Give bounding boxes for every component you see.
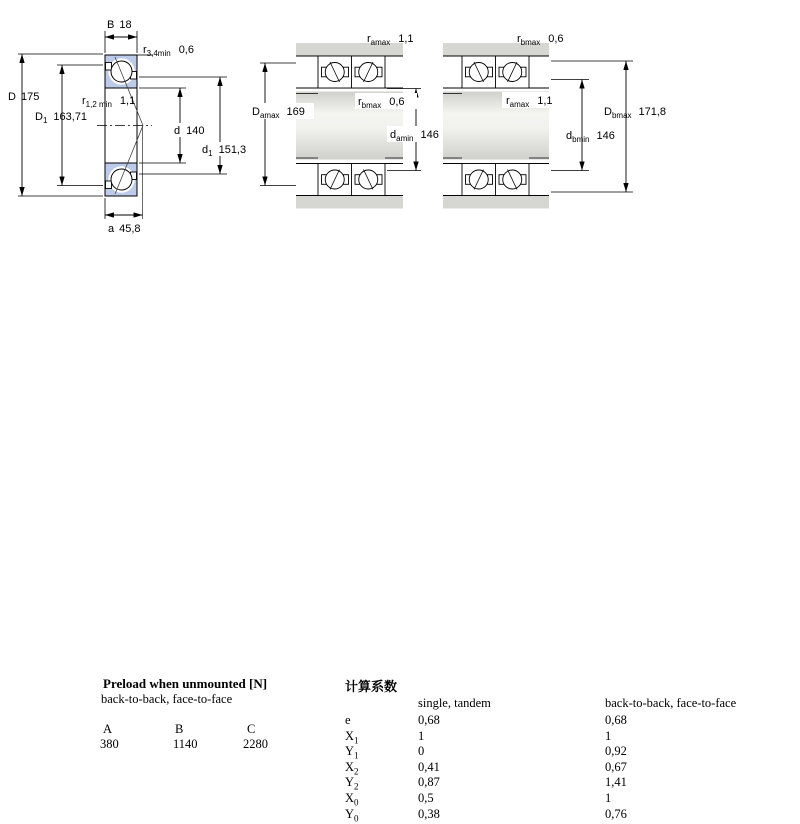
factor-value-single: 1: [418, 729, 425, 743]
label-B: B 18: [107, 19, 132, 31]
factor-symbol: $X_0$: [345, 791, 359, 808]
label-ramax-top: $r_{amax}$ 1,1: [367, 33, 414, 47]
label-damin: $d_{amin}$ 146: [390, 129, 439, 143]
factor-symbol: e: [345, 713, 351, 727]
factors-title: 计算系数: [345, 679, 398, 694]
factor-symbol: $Y_2$: [345, 775, 359, 792]
factor-value-single: 0,38: [418, 807, 440, 821]
factor-value-paired: 0,92: [605, 744, 627, 758]
factors-col1-header: single, tandem: [418, 696, 491, 710]
factor-value-paired: 1: [605, 791, 612, 805]
housing-bottom: [296, 196, 403, 209]
preload-col-C: C: [247, 722, 256, 736]
label-D1: $D_1$ 163,71: [35, 111, 88, 125]
preload-value-C: 2280: [243, 737, 268, 751]
ring-notch: [106, 63, 112, 71]
housing-bottom: [443, 196, 549, 209]
factor-value-paired: 0,76: [605, 807, 627, 821]
bearing-pair: [462, 56, 529, 88]
bearing-pair: [462, 164, 529, 196]
preload-col-B: B: [175, 722, 184, 736]
mounting-diagram-left: [249, 33, 445, 209]
label-r12min: $r_{1,2 min}$ 1,1: [82, 95, 136, 109]
label-a: a 45,8: [108, 223, 141, 235]
ball-bottom: [111, 169, 132, 190]
label-Dbmax: $D_{bmax}$ 171,8: [604, 106, 667, 120]
preload-title: Preload when unmounted [N]: [103, 676, 268, 691]
bearing-pair: [318, 164, 385, 196]
label-ramax-mid: $r_{amax}$ 1,1: [506, 95, 553, 109]
label-Damax: $D_{amax}$ 169: [252, 106, 305, 120]
factor-value-single: 0,87: [418, 775, 440, 789]
factor-symbol: $Y_0$: [345, 807, 359, 824]
label-rbmax-top: $r_{bmax}$ 0,6: [517, 33, 564, 47]
factor-value-single: 0,41: [418, 760, 440, 774]
factor-symbol: $Y_1$: [345, 744, 359, 761]
label-r34min: $r_{3,4min}$ 0,6: [143, 44, 194, 58]
preload-subtitle: back-to-back, face-to-face: [101, 692, 233, 706]
label-D: D 175: [8, 91, 40, 103]
bearing-pair: [318, 56, 385, 88]
preload-col-A: A: [103, 722, 113, 736]
factor-value-paired: 0,67: [605, 760, 627, 774]
label-rbmax-mid: $r_{bmax}$ 0,6: [358, 96, 405, 110]
cross-section-diagram: [8, 19, 252, 235]
factor-value-single: 0,5: [418, 791, 434, 805]
factor-symbol: $X_2$: [345, 760, 359, 777]
preload-value-A: 380: [100, 737, 119, 751]
factor-value-paired: 1: [605, 729, 612, 743]
label-d1: $d_1$ 151,3: [202, 144, 247, 158]
factor-value-paired: 0,68: [605, 713, 627, 727]
mounting-diagram-right: [443, 33, 666, 209]
ring-notch: [106, 181, 112, 189]
factor-value-single: 0: [418, 744, 425, 758]
factor-symbol: $X_1$: [345, 729, 359, 746]
ball-top: [111, 61, 132, 82]
label-dbmin: $d_{bmin}$ 146: [566, 130, 615, 144]
factors-col2-header: back-to-back, face-to-face: [605, 696, 737, 710]
factor-value-paired: 1,41: [605, 775, 627, 789]
label-d: d 140: [174, 125, 205, 137]
factor-value-single: 0,68: [418, 713, 440, 727]
preload-value-B: 1140: [173, 737, 198, 751]
